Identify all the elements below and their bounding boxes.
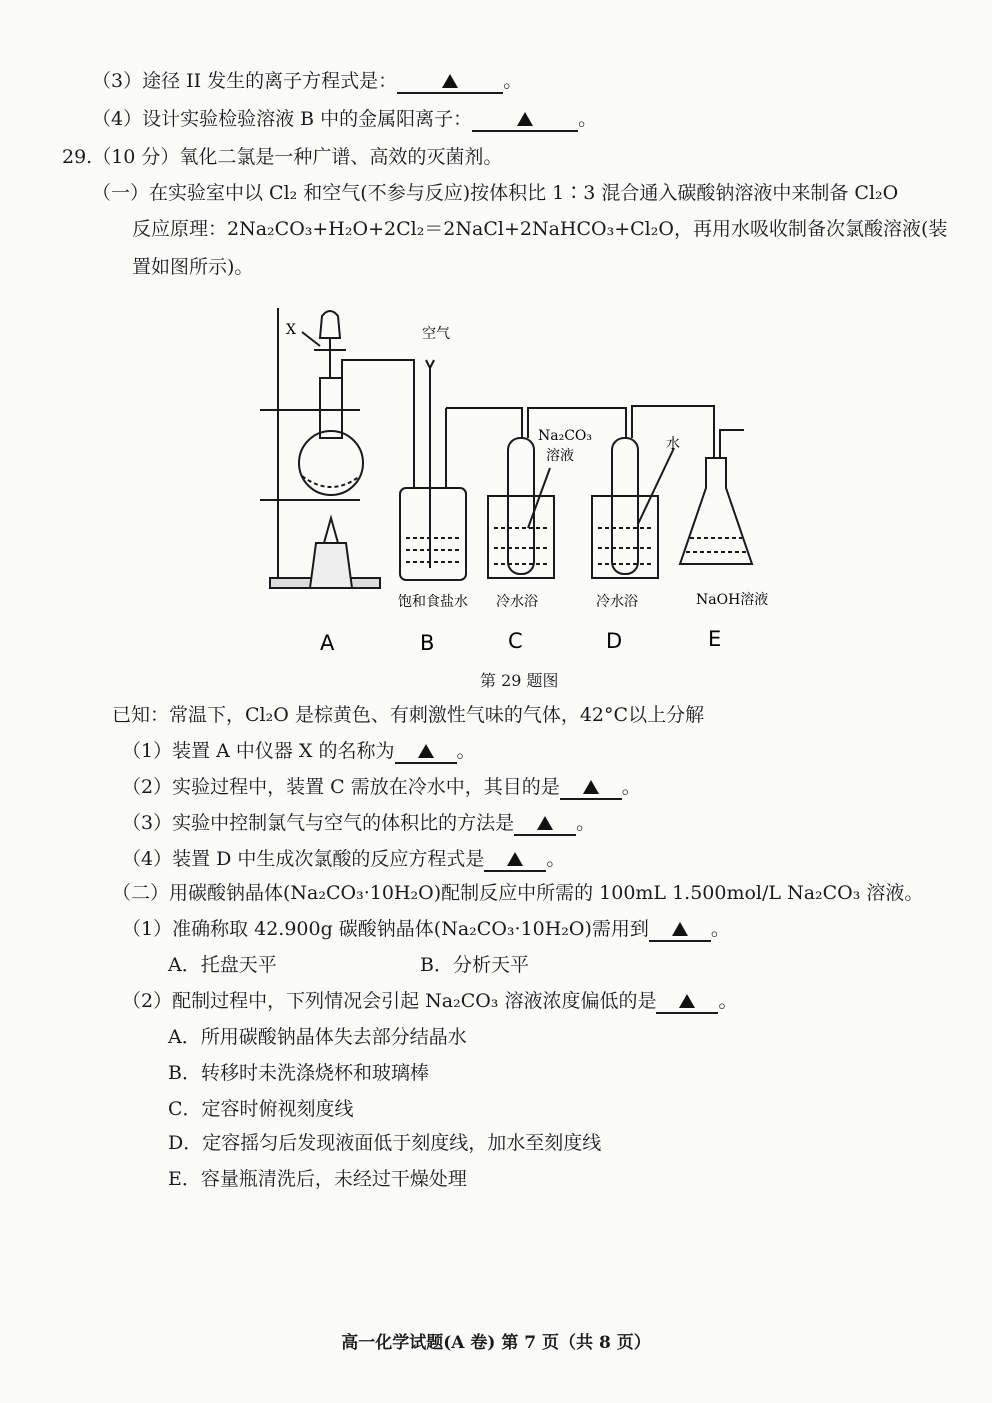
option-b[interactable]: B．转移时未洗涤烧杯和玻璃棒 xyxy=(168,1062,429,1084)
round-bottom-flask xyxy=(299,431,363,495)
answer-blank[interactable] xyxy=(560,776,622,800)
triangle-icon xyxy=(517,112,533,126)
triangle-icon xyxy=(583,780,599,794)
page-footer: 高一化学试题(A 卷) 第 7 页（共 8 页） xyxy=(341,1333,651,1353)
part2-sub2: （2）配制过程中，下列情况会引起 Na₂CO₃ 溶液浓度偏低的是 。 xyxy=(122,990,738,1012)
q29-part1-line2: 反应原理：2Na₂CO₃+H₂O+2Cl₂＝2NaCl+2NaHCO₃+Cl₂O，再用水吸收制备次氯酸溶液(装 xyxy=(132,218,948,240)
label-x: X xyxy=(286,322,296,338)
answer-blank[interactable] xyxy=(395,740,457,764)
q29-part1-line3: 置如图所示)。 xyxy=(132,256,254,278)
answer-blank[interactable] xyxy=(514,812,576,836)
label-na2co3: Na₂CO₃ xyxy=(538,428,593,444)
part2-sub1: （1）准确称取 42.900g 碳酸钠晶体(Na₂CO₃·10H₂O)需用到 。 xyxy=(122,918,730,940)
beaker-c xyxy=(488,496,554,578)
label-d: D xyxy=(606,629,623,653)
answer-blank[interactable] xyxy=(472,108,578,132)
q29-part1-line1: （一）在实验室中以 Cl₂ 和空气(不参与反应)按体积比 1∶3 混合通入碳酸钠溶液中来制备 Cl₂O xyxy=(92,182,899,204)
label-air: 空气 xyxy=(422,326,450,342)
label-b: B xyxy=(420,631,435,655)
triangle-icon xyxy=(442,74,458,88)
figure-caption: 第 29 题图 xyxy=(480,671,559,690)
tube-b-c xyxy=(446,408,522,438)
label-under-b: 饱和食盐水 xyxy=(398,594,468,610)
triangle-icon xyxy=(507,852,523,866)
label-a: A xyxy=(320,631,335,655)
q29-sub4: （4）装置 D 中生成次氯酸的反应方程式是 。 xyxy=(122,848,566,870)
test-tube-c xyxy=(508,438,534,574)
q29-title: 29.（10 分）氧化二氯是一种广谱、高效的灭菌剂。 xyxy=(62,146,503,168)
q28-part4: （4）设计实验检验溶液 B 中的金属阳离子： 。 xyxy=(92,108,598,130)
answer-blank[interactable] xyxy=(484,848,546,872)
label-under-c: 冷水浴 xyxy=(496,594,538,610)
q28-part3: （3）途径 II 发生的离子方程式是： 。 xyxy=(92,70,523,92)
conical-flask-e xyxy=(680,458,752,564)
option-b-balance[interactable]: B．分析天平 xyxy=(420,954,529,976)
label-solution: 溶液 xyxy=(546,448,574,464)
option-d[interactable]: D．定容摇匀后发现液面低于刻度线，加水至刻度线 xyxy=(168,1132,602,1154)
label-under-d: 冷水浴 xyxy=(596,594,638,610)
beaker-d xyxy=(592,496,658,578)
answer-blank[interactable] xyxy=(649,918,711,942)
alcohol-lamp xyxy=(310,543,352,588)
option-e[interactable]: E．容量瓶清洗后，未经过干燥处理 xyxy=(168,1168,467,1190)
q29-part2: （二）用碳酸钠晶体(Na₂CO₃·10H₂O)配制反应中所需的 100mL 1.500mol/L Na₂CO₃ 溶液。 xyxy=(112,882,924,904)
option-a[interactable]: A．所用碳酸钠晶体失去部分结晶水 xyxy=(168,1026,467,1048)
triangle-icon xyxy=(537,816,553,830)
label-under-e: NaOH溶液 xyxy=(696,592,769,608)
known-info: 已知：常温下，Cl₂O 是棕黄色、有刺激性气味的气体，42°C以上分解 xyxy=(112,704,705,726)
triangle-icon xyxy=(418,744,434,758)
label-c: C xyxy=(508,629,523,653)
apparatus-diagram xyxy=(250,298,790,678)
separatory-funnel xyxy=(320,311,340,338)
option-c[interactable]: C．定容时俯视刻度线 xyxy=(168,1098,354,1120)
label-e: E xyxy=(708,627,722,651)
q29-sub2: （2）实验过程中，装置 C 需放在冷水中，其目的是 。 xyxy=(122,776,641,798)
q29-sub3: （3）实验中控制氯气与空气的体积比的方法是 。 xyxy=(122,812,596,834)
option-a-balance[interactable]: A．托盘天平 xyxy=(168,954,277,976)
answer-blank[interactable] xyxy=(656,990,718,1014)
triangle-icon xyxy=(672,922,688,936)
answer-blank[interactable] xyxy=(397,70,503,94)
label-water: 水 xyxy=(666,436,680,452)
tube-a-b xyxy=(342,360,414,488)
q29-sub1: （1）装置 A 中仪器 X 的名称为 。 xyxy=(122,740,476,762)
test-tube-d xyxy=(612,438,638,574)
triangle-icon xyxy=(679,994,695,1008)
bottle-b xyxy=(400,488,466,580)
